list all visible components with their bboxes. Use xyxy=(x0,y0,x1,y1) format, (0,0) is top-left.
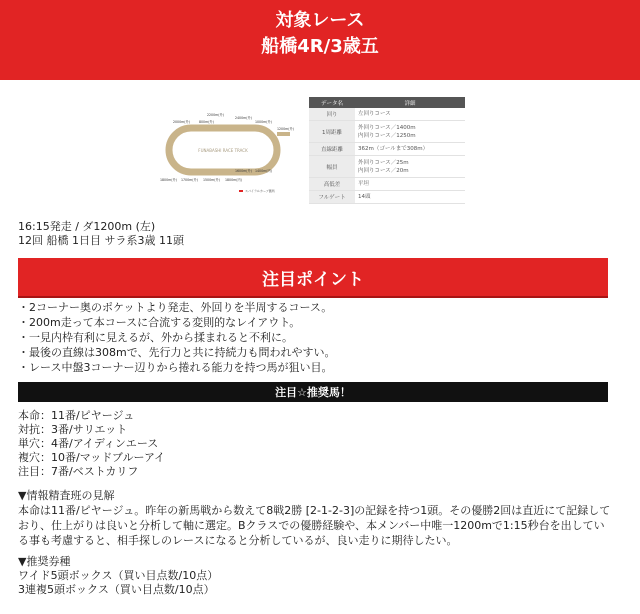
track-label-1700o: 1700m(外) xyxy=(181,178,198,182)
track-label-1500o: 1500m(外) xyxy=(203,178,220,182)
list-item: ・200m走って本コースに合流する変則的なレイアウト。 xyxy=(18,316,301,329)
spec-key: 回り xyxy=(309,108,355,121)
spec-value: 平坦 xyxy=(355,178,465,191)
spec-value: 14頭 xyxy=(355,191,465,204)
list-item: ・最後の直線は308mで、先行力と共に持続力も問われやすい。 xyxy=(18,346,336,359)
list-item: 複穴：10番/マッドブルーアイ xyxy=(18,451,165,464)
race-info xyxy=(18,220,184,248)
spec-key: 直線距離 xyxy=(309,143,355,156)
track-label-1600o: 1600m(外) xyxy=(235,169,252,173)
spec-header-value: 詳細 xyxy=(355,97,465,108)
race-meeting-detail: 12回 船橋 1日目 サラ系3歳 11頭 xyxy=(18,234,184,247)
spec-row xyxy=(309,191,465,204)
spec-key: 幅員 xyxy=(309,156,355,178)
spec-header-key: データ名 xyxy=(309,97,355,108)
list-item: ワイド5頭ボックス（買い目点数/10点） xyxy=(18,569,219,582)
spec-value: 外回りコース／1400m 内回りコース／1250m xyxy=(355,121,465,143)
spec-key: フルゲート xyxy=(309,191,355,204)
spiral-curve-marker xyxy=(239,190,243,192)
list-item: ・一見内枠有利に見えるが、外から揉まれると不利に。 xyxy=(18,331,293,344)
analysis-heading: ▼情報精査班の見解 xyxy=(18,489,115,502)
spec-key: 高低差 xyxy=(309,178,355,191)
course-spec-table xyxy=(309,97,465,204)
track-label-2200o: 2200m(外) xyxy=(207,113,224,117)
track-label-2400o: 2400m(外) xyxy=(235,116,252,120)
recommend-heading: 注目☆推奨馬！ xyxy=(18,382,608,402)
page-header xyxy=(0,0,640,80)
list-item: 対抗：3番/サリエット xyxy=(18,423,128,436)
analysis-body: 本命は11番/ピヤージュ。昨年の新馬戦から数えて8戦2勝 [2-1-2-3]の記録を持つ1頭。その優勝2回は直近にて記録しており、仕上がりは良いと分析して軸に選定。Bクラスでの優勝経験や、本メンバー中唯一1200mで1:15秒台を出している事も考慮すると、相手探しのレースになると分析しているが、良い走りに期待したい。 xyxy=(18,504,611,547)
track-label-1800i: 1800m(内) xyxy=(225,178,242,182)
list-item: 3連複5頭ボックス（買い目点数/10点） xyxy=(18,583,215,596)
list-item: 本命：11番/ピヤージュ xyxy=(18,409,135,422)
list-item: ・2コーナー奥のポケットより発走、外回りを半周するコース。 xyxy=(18,301,333,314)
race-time-distance: 16:15発走 / ダ1200m (左) xyxy=(18,220,156,233)
spec-row xyxy=(309,178,465,191)
spec-value: 外回りコース／25m 内回りコース／20m xyxy=(355,156,465,178)
list-item: 単穴：4番/アイディンエース xyxy=(18,437,159,450)
track-label-1800o: 1800m(外) xyxy=(160,178,177,182)
track-label-800o: 800m(外) xyxy=(199,120,214,124)
recommend-list xyxy=(18,409,165,479)
track-label-1200o: 1200m(外) xyxy=(277,127,294,131)
header-title-line1: 対象レース xyxy=(275,10,365,31)
track-label-2000o: 2000m(外) xyxy=(173,120,190,124)
header-title-line2: 船橋4R/3歳五 xyxy=(261,36,379,57)
track-label-1400i: 1400m(内) xyxy=(255,169,272,173)
spec-row xyxy=(309,121,465,143)
list-item: 注目：7番/ベストカリフ xyxy=(18,465,139,478)
track-legend: スパイラルカーブ箇所 xyxy=(245,189,275,193)
spec-value: 左回りコース xyxy=(355,108,465,121)
bets-heading: ▼推奨券種 xyxy=(18,555,71,568)
track-diagram xyxy=(155,108,305,200)
list-item: ・レース中盤3コーナー辺りから捲れる能力を持つ馬が狙い目。 xyxy=(18,361,333,374)
spec-row xyxy=(309,108,465,121)
points-list xyxy=(18,300,336,375)
track-name: FUNABASHI RACE TRACK xyxy=(198,148,248,153)
spec-row xyxy=(309,143,465,156)
track-label-1000o: 1000m(外) xyxy=(255,120,272,124)
analysis-section xyxy=(18,488,614,548)
bets-section xyxy=(18,555,218,597)
spec-value: 362m（ゴールまで308m） xyxy=(355,143,465,156)
spec-key: 1周距離 xyxy=(309,121,355,143)
points-heading: 注目ポイント xyxy=(18,258,608,298)
spec-row xyxy=(309,156,465,178)
